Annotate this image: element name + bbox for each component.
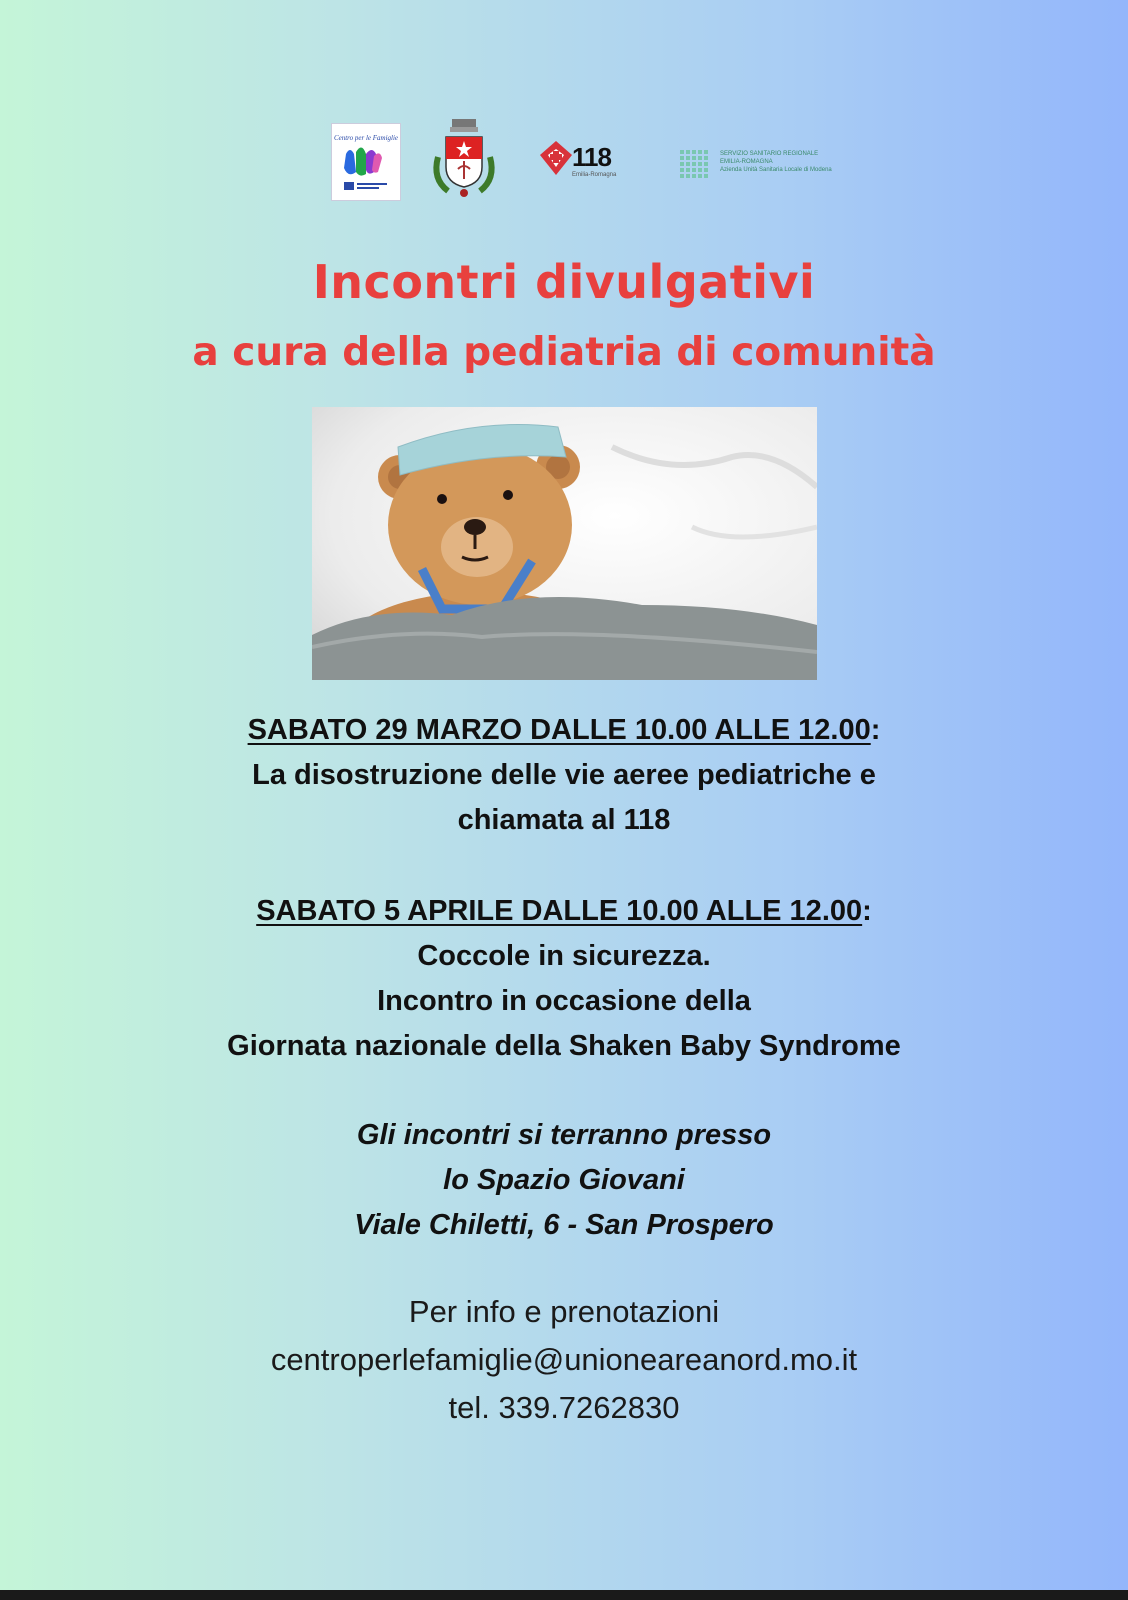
event-1-desc-line2: chiamata al 118 bbox=[457, 804, 671, 836]
regional-logo-line1: SERVIZIO SANITARIO REGIONALE bbox=[720, 151, 819, 157]
ambulance-118-logo bbox=[540, 141, 626, 181]
ambulance-118-text: 118 bbox=[572, 142, 611, 172]
event-2-desc-line2: Incontro in occasione della bbox=[377, 985, 751, 1017]
event-2-date: SABATO 5 APRILE DALLE 10.00 ALLE 12.00 bbox=[256, 895, 863, 927]
contact-phone[interactable]: tel. 339.7262830 bbox=[448, 1390, 680, 1425]
event-2-colon: : bbox=[862, 895, 872, 927]
location-line2: lo Spazio Giovani bbox=[443, 1164, 685, 1196]
page-subtitle: a cura della pediatria di comunità bbox=[192, 330, 936, 375]
logos-row bbox=[0, 115, 1128, 205]
centro-famiglie-logo-text: Centro per le Famiglie bbox=[333, 134, 399, 142]
bottom-bar bbox=[0, 1590, 1128, 1600]
event-1 bbox=[0, 708, 1128, 843]
event-1-date: SABATO 29 MARZO DALLE 10.00 ALLE 12.00 bbox=[247, 714, 871, 746]
contact-block bbox=[0, 1288, 1128, 1432]
municipal-crest-logo bbox=[428, 117, 500, 201]
event-2-desc-line1: Coccole in sicurezza. bbox=[417, 940, 711, 972]
contact-heading: Per info e prenotazioni bbox=[408, 1294, 720, 1329]
regional-logo-line3: Azienda Unità Sanitaria Locale di Modena bbox=[720, 167, 832, 173]
centro-famiglie-logo bbox=[331, 123, 401, 201]
event-1-desc-line1: La disostruzione delle vie aeree pediatriche e bbox=[252, 759, 876, 791]
event-2-desc-line3: Giornata nazionale della Shaken Baby Syndrome bbox=[227, 1030, 901, 1062]
ambulance-118-subtext: Emilia-Romagna bbox=[572, 172, 617, 178]
location-address: Viale Chiletti, 6 - San Prospero bbox=[354, 1209, 774, 1241]
event-1-colon: : bbox=[870, 714, 881, 746]
event-2 bbox=[0, 889, 1128, 1069]
teddy-bear-photo bbox=[312, 407, 817, 680]
regional-health-service-logo bbox=[680, 150, 850, 184]
contact-email[interactable]: centroperlefamiglie@unioneareanord.mo.it bbox=[270, 1342, 858, 1377]
location-block bbox=[0, 1113, 1128, 1248]
location-line1: Gli incontri si terranno presso bbox=[356, 1119, 772, 1151]
regional-logo-line2: EMILIA-ROMAGNA bbox=[720, 159, 773, 165]
page-title: Incontri divulgativi bbox=[312, 255, 816, 309]
